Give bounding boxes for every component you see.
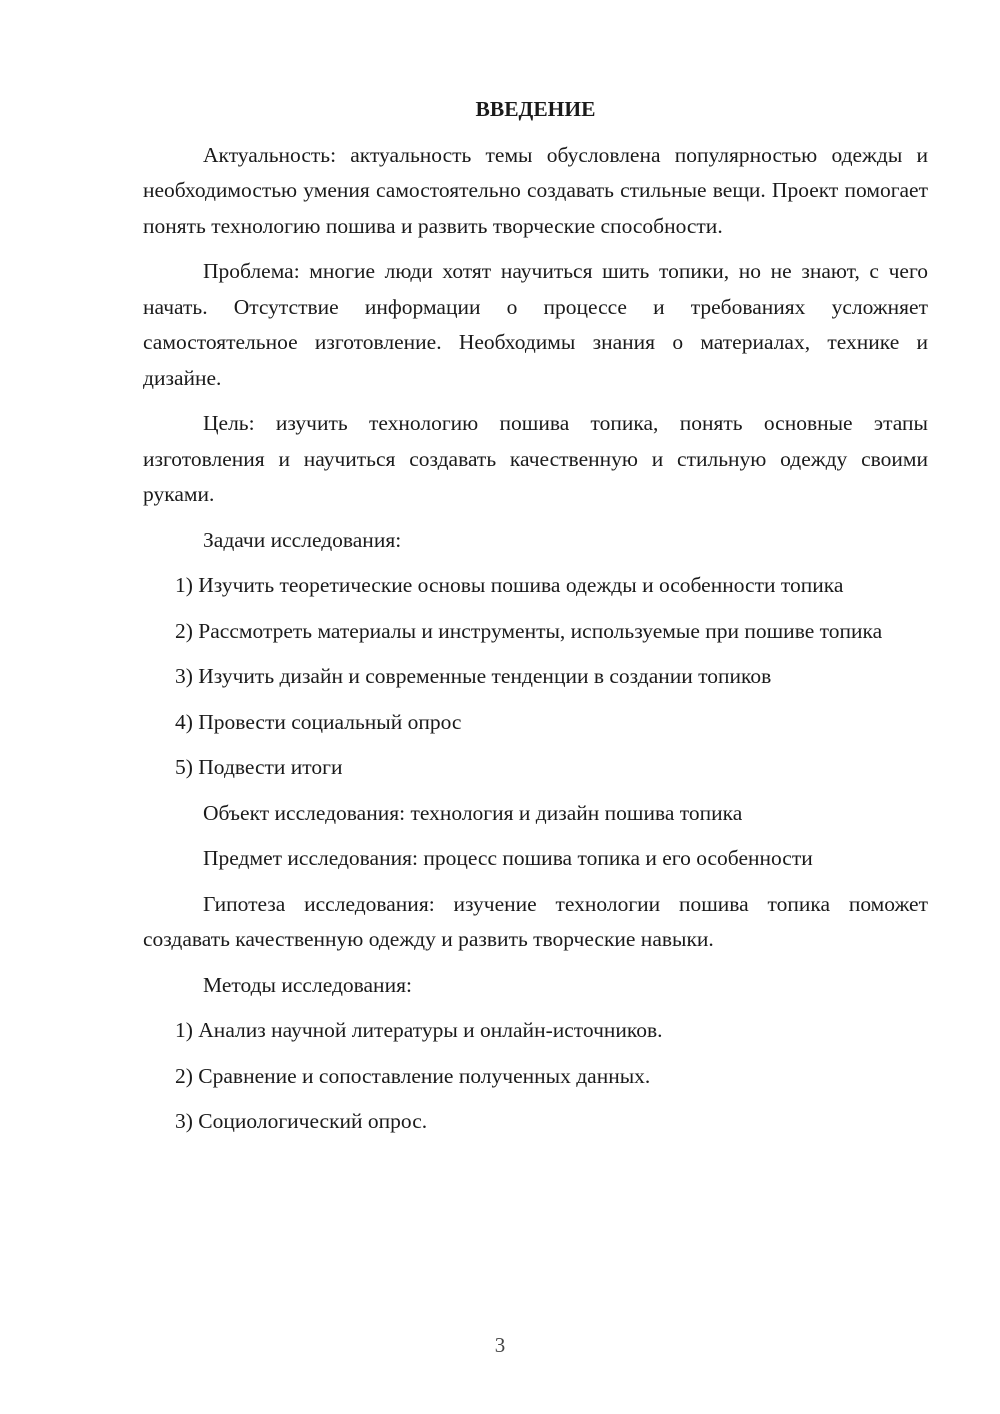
task-item: 4) Провести социальный опрос bbox=[175, 709, 462, 734]
method-item: 3) Социологический опрос. bbox=[175, 1109, 428, 1133]
method-item: 1) Анализ научной литературы и онлайн-источников. bbox=[175, 1018, 663, 1042]
task-item: 3) Изучить дизайн и современные тенденции в создании топиков bbox=[175, 664, 772, 688]
section-title: ВВЕДЕНИЕ bbox=[475, 97, 596, 121]
tasks-heading: Задачи исследования: bbox=[203, 527, 402, 552]
problem-paragraph: Проблема: многие люди хотят научиться шить топики, но не знают, с чего начать. Отсутствие информации о процессе и требованиях усложняет самостоятельное изготовление. Необходимы знания о материалах, технике и дизайне. bbox=[143, 259, 928, 390]
page-number: 3 bbox=[494, 1333, 506, 1357]
method-item: 2) Сравнение и сопоставление полученных данных. bbox=[175, 1063, 651, 1088]
hypothesis-paragraph: Гипотеза исследования: изучение технологии пошива топика поможет создавать качественную одежду и развить творческие навыки. bbox=[143, 891, 928, 951]
task-item: 5) Подвести итоги bbox=[175, 755, 343, 779]
task-item: 1) Изучить теоретические основы пошива одежды и особенности топика bbox=[175, 573, 844, 597]
relevance-paragraph: Актуальность: актуальность темы обусловлена популярностью одежды и необходимостью умения самостоятельно создавать стильные вещи. Проект помогает понять технологию пошива и развить творческие способности. bbox=[143, 142, 928, 238]
task-item: 2) Рассмотреть материалы и инструменты, используемые при пошиве топика bbox=[175, 618, 883, 643]
object-paragraph: Объект исследования: технология и дизайн пошива топика bbox=[203, 800, 743, 825]
methods-heading: Методы исследования: bbox=[203, 972, 412, 997]
subject-paragraph: Предмет исследования: процесс пошива топика и его особенности bbox=[203, 846, 813, 870]
document-page bbox=[143, 92, 928, 1150]
goal-paragraph: Цель: изучить технологию пошива топика, понять основные этапы изготовления и научиться создавать качественную и стильную одежду своими руками. bbox=[143, 411, 928, 506]
